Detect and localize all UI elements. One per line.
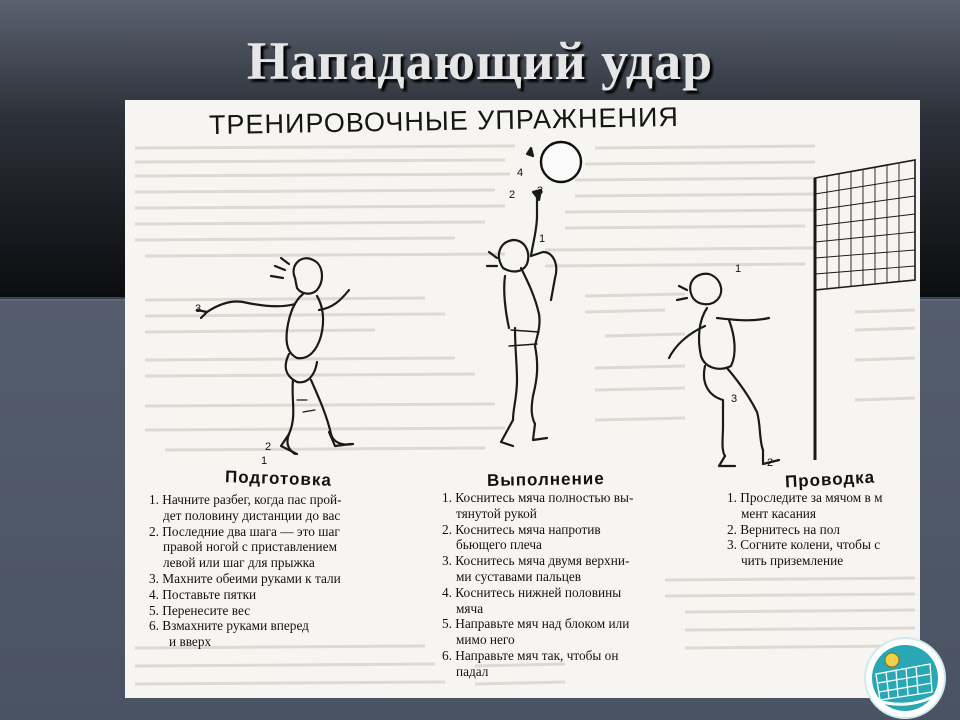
sheet-title: ТРЕНИРОВОЧНЫЕ УПРАЖНЕНИЯ [208,101,680,141]
steps-execution [442,490,712,680]
figure-label: 2 [265,441,272,453]
step-item: мяча [456,600,484,616]
heading-follow-through: Проводка [784,467,876,492]
figure-label: 2 [509,189,516,201]
heading-execution: Выполнение [486,468,605,491]
step-item: 1. Коснитесь мяча полностью вы- [442,490,634,505]
step-item: мент касания [741,505,817,521]
step-item: 5. Перенесите вес [149,602,251,618]
step-item: мимо него [456,632,515,648]
step-item: 3. Согните колени, чтобы с [727,537,881,553]
step-item: чить приземление [741,553,844,569]
step-item: 2. Вернитесь на пол [727,521,840,537]
volleyball-icon [541,142,581,182]
step-item: 4. Коснитесь нижней половины [442,584,622,600]
step-item: 6. Направьте мяч так, чтобы он [442,647,619,663]
figure-label: 2 [767,457,774,469]
step-item: 1. Начните разбег, когда пас прой- [149,492,342,507]
step-item: дет половину дистанции до вас [163,507,341,523]
figure-preparation [185,250,385,470]
figure-execution [475,140,635,460]
figure-label: 3 [537,185,544,197]
step-item: бьющего плеча [456,537,542,553]
step-item: падал [456,663,489,679]
figure-label: 3 [731,393,738,405]
step-item: правой ногой с приставлением [163,539,337,555]
step-item: 3. Махните обеими руками к тали [149,570,341,586]
figure-label: 1 [261,455,268,467]
step-item: 2. Последние два шага — это шаг [149,523,340,539]
step-item: 6. Взмахните руками вперед [149,618,309,634]
step-item: 1. Проследите за мячом в м [727,490,883,505]
figure-label: 3 [195,303,202,315]
step-item: левой или шаг для прыжка [163,555,315,571]
step-item: ми суставами пальцев [456,568,581,584]
volleyball-net [815,160,915,460]
steps-follow-through [727,490,920,569]
step-item: 5. Направьте мяч над блоком или [442,616,630,632]
heading-preparation: Подготовка [224,467,333,490]
step-item: 3. Коснитесь мяча двумя верхни- [442,553,630,569]
slide-title: Нападающий удар [246,31,714,91]
figure-label: 1 [735,263,742,275]
exercise-sheet [125,100,920,698]
step-item: тянутой рукой [456,505,537,521]
volleyball-net-icon [862,636,948,720]
step-item: 4. Поставьте пятки [149,586,257,602]
steps-preparation [149,492,449,650]
figure-label: 4 [517,167,524,179]
step-item: и вверх [169,634,212,650]
step-item: 2. Коснитесь мяча напротив [442,521,601,537]
figure-follow-through [665,150,920,470]
figure-label: 1 [539,233,546,245]
